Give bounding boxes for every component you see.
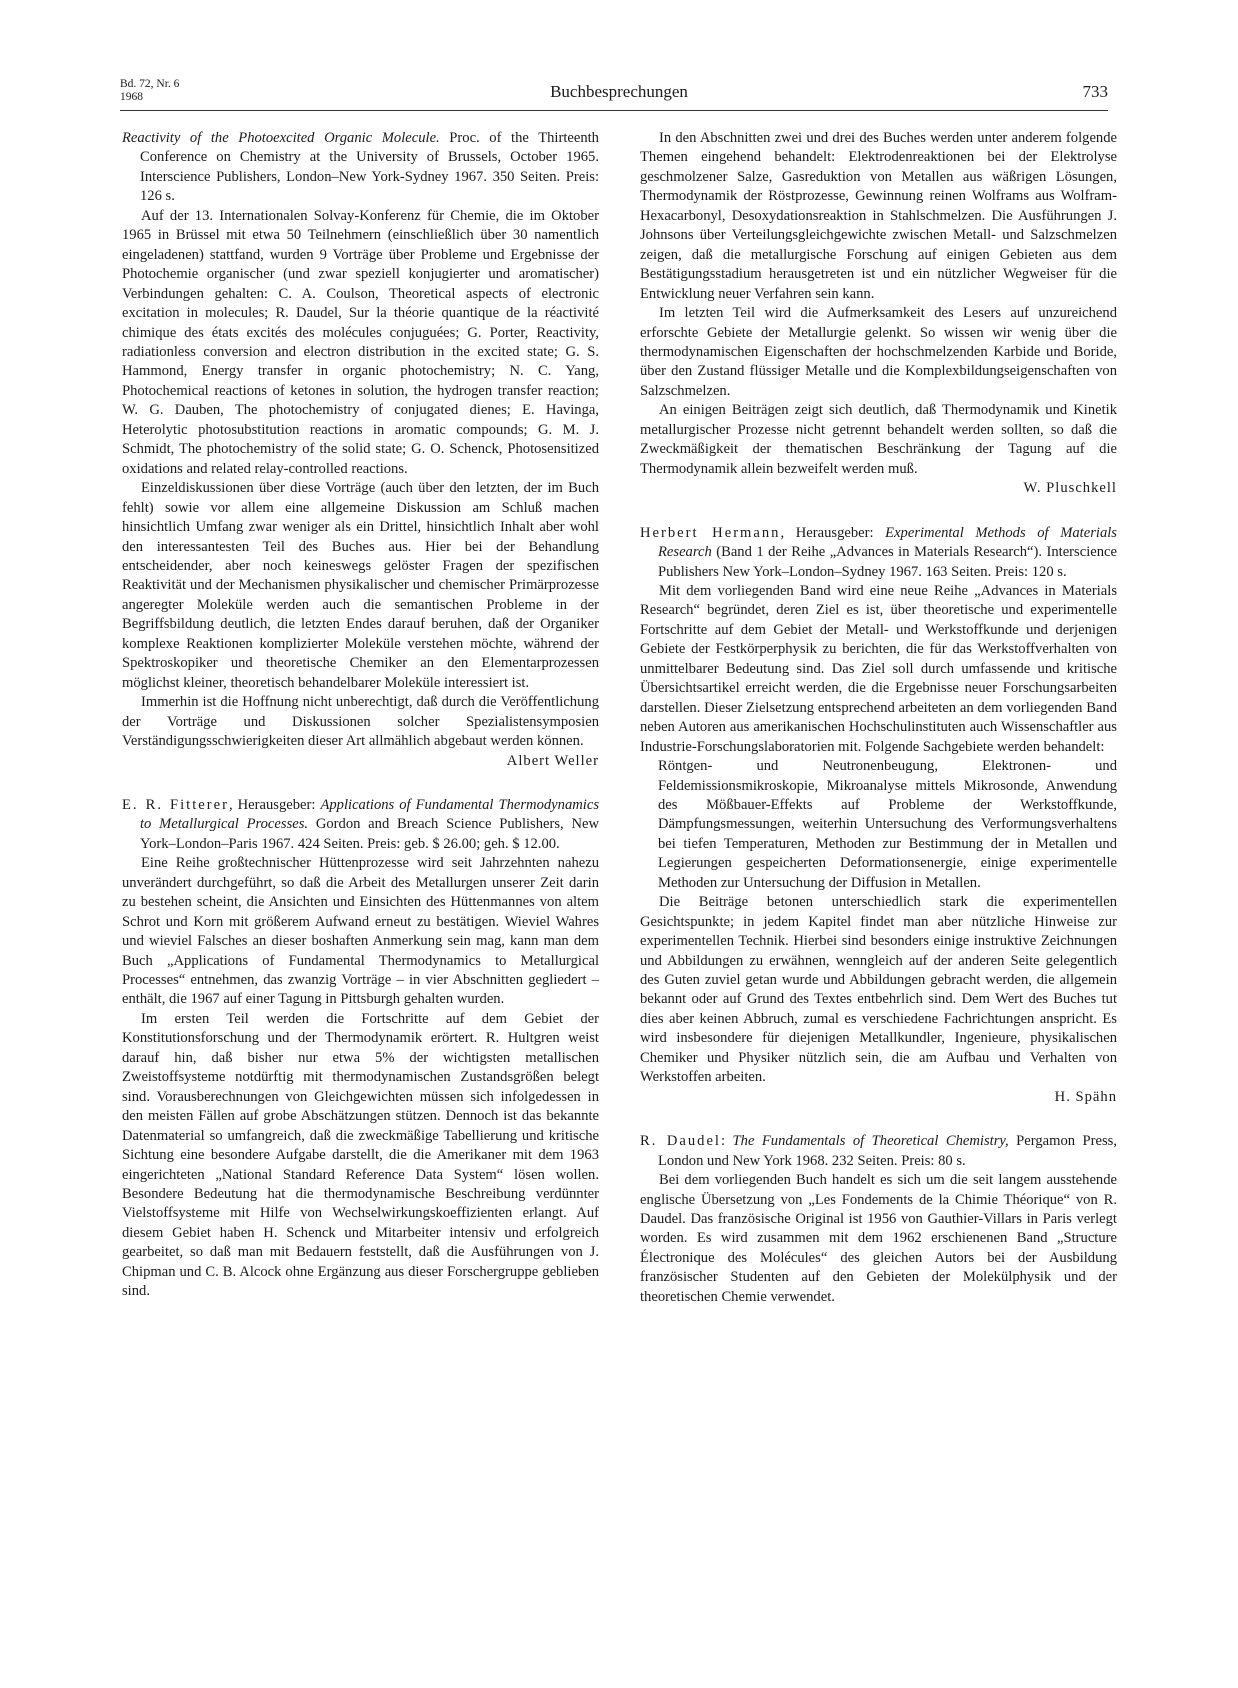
review-1-paragraph-3: Immerhin ist die Hoffnung nicht unberechtigt, daß durch die Veröffentlichung der Vorträge und Diskussionen solcher Spezialistensymposien Verständigungsschwierigkeiten dieser Art allmählich abgebaut werden können. xyxy=(122,694,599,750)
review-2-paragraph-1: Eine Reihe großtechnischer Hüttenprozesse wird seit Jahrzehnten nahezu unverändert durchgeführt, so daß die Arbeit des Metallurgen unserer Zeit darin zu bestehen scheint, die Ansichten und Einsichten des Hüttenmannes von altem Schrot und Korn mit größerem Aufwand erneut zu bestätigen. Wieviel Wahres und wieviel Falsches an dieser boshaften Anmerkung sein mag, kann man dem Buch „Applications of Fundamental Thermodynamics to Metallurgical Processes“ entnehmen, das zwanzig Vorträge – in vier Abschnitten gegliedert – enthält, die 1967 auf einer Tagung in Pittsburgh gehalten wurden. xyxy=(122,855,599,1008)
review-2-details: Gordon and Breach Science Publishers, New York–London–Paris 1967. 424 Seiten. Preis: geb. $ 26.00; geh. $ 12.00. xyxy=(140,816,600,852)
review-2-role: , Herausgeber: xyxy=(228,796,321,813)
review-3-paragraph-2: Röntgen- und Neutronenbeugung, Elektronen- und Feldemissionsmikroskopie, Mikroanalyse mittels Mikrosonde, Anwendung des Mößbauer-Effekts auf Probleme der Werkstoffkunde, Dämpfungsmessungen, weiterhin Untersuchung des Verformungsverhaltens bei tiefen Temperaturen, Methoden zur Bestimmung der in Metallen und Legierungen gespeicherten Deformationsenergie, einige experimentelle Methoden zur Untersuchung der Diffusion in Metallen. xyxy=(658,758,1117,891)
review-4-author: R. Daudel xyxy=(640,1133,721,1150)
review-4-paragraph-1: Bei dem vorliegenden Buch handelt es sich um die seit langem ausstehende englische Übersetzung von „Les Fondements de la Chimie Théorique“ von R. Daudel. Das französische Original ist 1956 von Gauthier-Villars in Paris verlegt worden. Es wird zusammen mit dem 1962 erschienenen Band „Structure Électronique des Molécules“ des gleichen Autors bei der Ausbildung französischer Studenten auf den Gebieten der Molekülphysik und der theoretischen Chemie verwendet. xyxy=(640,1172,1117,1305)
review-separator xyxy=(640,1107,1117,1132)
review-2-author: E. R. Fitterer xyxy=(122,796,229,813)
review-4-details: Pergamon Press, London und New York 1968. 232 Seiten. Preis: 80 s. xyxy=(658,1133,1117,1169)
volume-year: 1968 xyxy=(120,91,143,103)
review-2-paragraph-5: An einigen Beiträgen zeigt sich deutlich, daß Thermodynamik und Kinetik metallurgischer Prozesse nicht getrennt behandelt werden sollten, so daß die Zweckmäßigkeit der thematischen Beschränkung der Tagung auf die Thermodynamik allein bezweifelt werden muß. xyxy=(640,402,1117,477)
review-2-paragraph-3: In den Abschnitten zwei und drei des Buches werden unter anderem folgende Themen eingehend behandelt: Elektrodenreaktionen bei der Elektrolyse geschmolzener Salze, Gasreduktion von Metallen aus wäßrigen Lösungen, Thermodynamik der Röstprozesse, Gewinnung reinen Wolframs aus Wolfram-Hexacarbonyl, Desoxydationsreaktion in Stahlschmelzen. Die Ausführungen J. Johnsons über Verteilungsgleichgewichte zwischen Metall- und Salzschmelzen zeigen, daß die metallurgische Forschung auf einigen Gebieten aus dem Bestätigungsstadium herausgetreten ist und ein nützlicher Wegweiser für die Entwicklung neuer Verfahren sein kann. xyxy=(640,130,1117,302)
review-2-title: Applications of Fundamental Thermodynamics to Metallurgical Processes. xyxy=(140,796,599,833)
header-rule xyxy=(120,110,1108,111)
review-2-signature: W. Pluschkell xyxy=(1023,480,1117,497)
review-3-reference xyxy=(640,524,1117,582)
review-4-title: The Fundamentals of Theoretical Chemistry, xyxy=(732,1133,1009,1150)
review-1-signature: Albert Weller xyxy=(506,752,599,769)
review-1-reference xyxy=(122,129,599,207)
review-1-details: Proc. of the Thirteenth Conference on Chemistry at the University of Brussels, October 1965. Interscience Publishers, London–New York-Sydney 1967. 350 Seiten. Preis: 126 s. xyxy=(140,130,599,205)
review-separator xyxy=(122,771,599,796)
review-3-author: Herbert Hermann xyxy=(640,524,781,541)
review-2-paragraph-2: Im ersten Teil werden die Fortschritte auf dem Gebiet der Konstitutionsforschung und der Thermodynamik erörtert. R. Hultgren weist darauf hin, daß bisher nur etwa 5% der wichtigsten metallischen Zweistoffsysteme notdürftig mit thermodynamischen Zustandsgrößen belegt sind. Vorausberechnungen von Gleichgewichten müssen sich infolgedessen in den meisten Fällen auf grobe Abschätzungen stützen. Dennoch ist das bekannte Datenmaterial so umfangreich, daß die zweckmäßige Tabellierung und kritische Sichtung eine besondere Aufgabe darstellt, die die Amerikaner mit dem 1963 eingerichteten „National Standard Reference Data System“ lösen wollen. Besondere Bedeutung hat die thermodynamische Beschreibung verdünnter Vielstoffsysteme mit Hilfe von Wechselwirkungskoeffizienten erlangt. Auf diesem Gebiet haben H. Schenck und Mitarbeiter intensiv und erfolgreich gearbeitet, so daß man mit Bedauern feststellt, daß die Ausführungen von J. Chipman und C. B. Alcock ohne Ergänzung aus dieser Forschergruppe geblieben sind. xyxy=(122,1010,599,1300)
volume-number: Bd. 72, Nr. 6 xyxy=(120,78,180,90)
review-4-reference xyxy=(640,1132,1117,1171)
section-title: Buchbesprechungen xyxy=(550,82,688,101)
left-column xyxy=(122,129,599,1302)
review-3-signature: H. Spähn xyxy=(1054,1088,1117,1105)
review-3-details: (Band 1 der Reihe „Advances in Materials Research“). Interscience Publishers New York–London–Sydney 1967. 163 Seiten. Preis: 120 s. xyxy=(658,544,1117,580)
review-4-role: : xyxy=(721,1133,733,1150)
review-3-paragraph-1: Mit dem vorliegenden Band wird eine neue Reihe „Advances in Materials Research“ begründet, deren Ziel es ist, über theoretische und experimentelle Fortschritte auf dem Gebiet der Metall- und Werkstoffkunde und derjenigen Gebiete der Festkörperphysik zu berichten, die für das Werkstoffverhalten von unmittelbarer Bedeutung sind. Das Ziel soll durch umfassende und kritische Übersichtsartikel erreicht werden, die die Ergebnisse neuer Forschungsarbeiten darstellen. Dieser Zielsetzung entsprechend arbeiteten an dem vorliegenden Band neben Autoren aus amerikanischen Hochschulinstituten auch Wissenschaftler aus Industrie-Forschungslaboratorien mit. Folgende Sachgebiete werden behandelt: xyxy=(640,582,1117,755)
review-1-title: Reactivity of the Photoexcited Organic Molecule. xyxy=(122,130,440,146)
review-1-paragraph-1: Auf der 13. Internationalen Solvay-Konferenz für Chemie, die im Oktober 1965 in Brüssel mit etwa 50 Teilnehmern (einschließlich über 30 namentlich eingeladenen) stattfand, wurden 9 Vorträge über Probleme und Ergebnisse der Photochemie organischer (und zwar speziell konjugierter und aromatischer) Verbindungen gehalten: C. A. Coulson, Theoretical aspects of electronic excitation in molecules; R. Daudel, Sur la théorie quantique de la réactivité chimique des états excités des molécules conjuguées; G. Porter, Reactivity, radiationless conversion and electron distribution in the excited state; G. S. Hammond, Energy transfer in organic photochemistry; N. C. Yang, Photochemical reactions of ketones in solution, the hydrogen transfer reaction; W. G. Dauben, The photochemistry of conjugated dienes; E. Havinga, Heterolytic photosubstitution reactions in aromatic compounds; G. M. J. Schmidt, The photochemistry of the solid state; G. O. Schenck, Photosensitized oxidations and related relay-controlled reactions. xyxy=(122,207,599,477)
review-3-title: Experimental Methods of Materials Research xyxy=(658,524,1117,561)
page-number: 733 xyxy=(1082,82,1108,101)
right-column xyxy=(640,129,1117,1307)
review-1-paragraph-2: Einzeldiskussionen über diese Vorträge (auch über den letzten, der im Buch fehlt) sowie vor allem eine allgemeine Diskussion am Schluß machen hinsichtlich Umfang zwar weniger als ein Drittel, hinsichtlich Inhalt aber wohl den interessantesten Teil des Buches aus. Hier bei der Behandlung entscheidender, aber noch keineswegs gelöster Fragen der spezifischen Reaktivität und der Mechanismen physikalischer und chemischer Primärprozesse angeregter Moleküle werden auch die semantischen Probleme in der Begriffsbildung deutlich, die letzten Endes darauf beruhen, daß der Organiker komplexe Reaktionen komplizierter Moleküle verstehen möchte, während der Spektroskopiker und theoretische Chemiker an den Elementarprozessen möglichst kleiner, theoretisch behandelbarer Moleküle interessiert ist. xyxy=(122,480,599,691)
review-3-paragraph-3: Die Beiträge betonen unterschiedlich stark die experimentellen Gesichtspunkte; in jedem Kapitel findet man aber nützliche Hinweise zur experimentellen Technik. Hierbei sind besonders einige instruktive Zeichnungen und Abbildungen zu erwähnen, wenngleich auf der anderen Seite gelegentlich des Guten zuviel getan wurde und Abbildungen gebracht werden, die allgemein bekannt oder auf Grund des Textes entbehrlich sind. Dem Wert des Buches tut dies aber keinen Abbruch, zumal es verschiedene Fachrichtungen anspricht. Es wird insbesondere für diejenigen Metallkundler, Ingenieure, physikalischen Chemiker und Physiker nützlich sein, die am Aufbau und Verhalten von Werkstoffen arbeiten. xyxy=(640,894,1117,1086)
review-2-reference xyxy=(122,796,599,854)
review-3-role: , Herausgeber: xyxy=(780,524,886,541)
review-2-paragraph-4: Im letzten Teil wird die Aufmerksamkeit des Lesers auf unzureichend erforschte Gebiete der Metallurgie gelenkt. So wissen wir wenig über die thermodynamischen Eigenschaften der hochschmelzenden Karbide und Boride, über den Zustand flüssiger Metalle und die Komplexbildungseigenschaften von Salzschmelzen. xyxy=(640,305,1117,399)
review-separator xyxy=(640,499,1117,524)
